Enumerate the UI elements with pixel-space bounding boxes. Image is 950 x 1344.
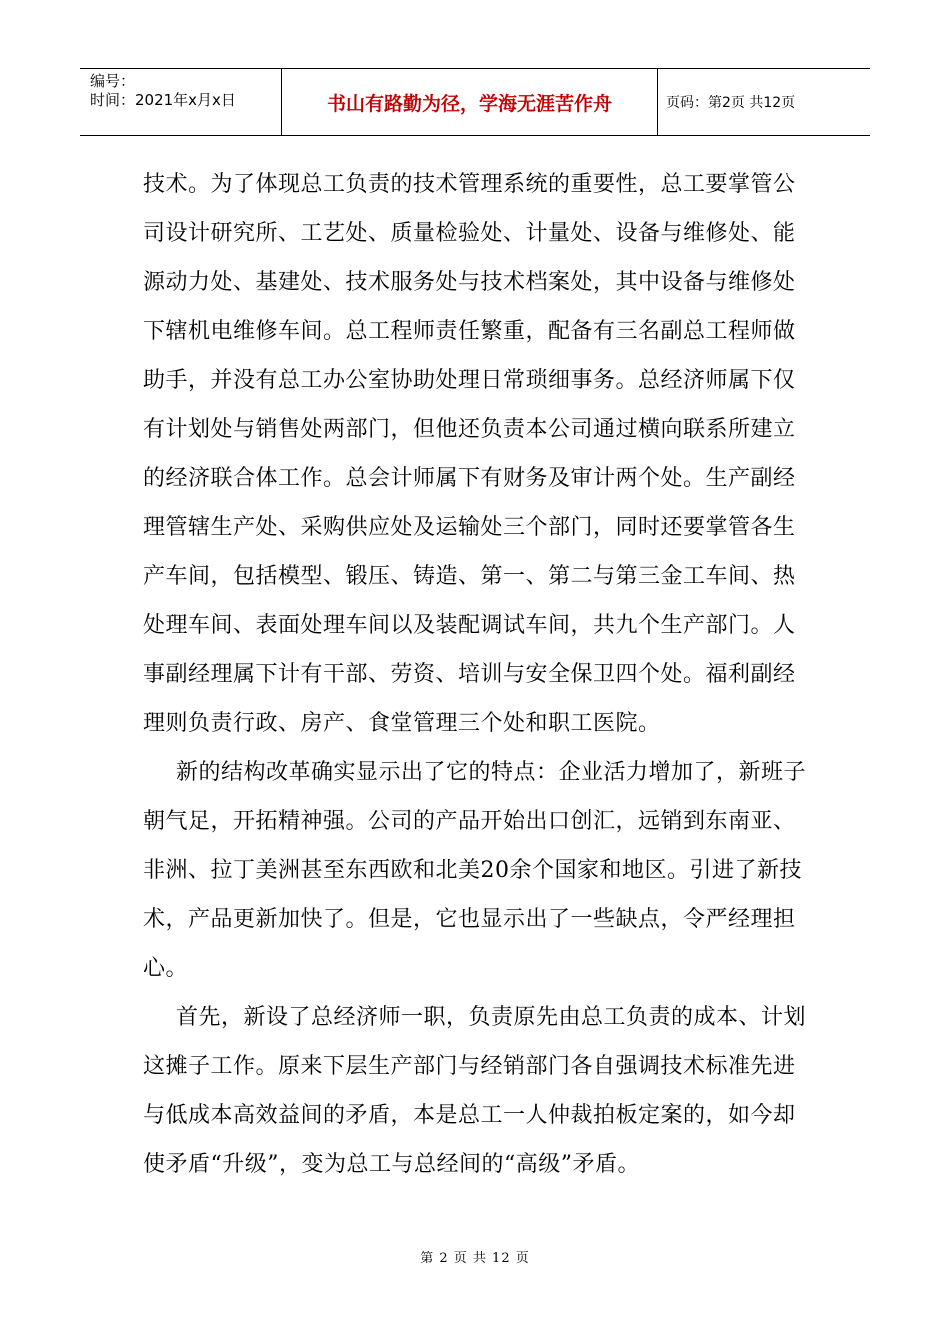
header-meta-cell xyxy=(80,69,282,135)
text-line: 处理车间、表面处理车间以及装配调试车间，共九个生产部门。人 xyxy=(143,613,796,638)
text-line: 这摊子工作。原来下层生产部门与经销部门各自强调技术标准先进 xyxy=(143,1054,796,1079)
document-header xyxy=(80,68,870,136)
text-line: 理则负责行政、房产、食堂管理三个处和职工医院。 xyxy=(143,711,661,736)
text-line: 首先，新设了总经济师一职，负责原先由总工负责的成本、计划 xyxy=(176,1005,807,1030)
text-line: 司设计研究所、工艺处、质量检验处、计量处、设备与维修处、能 xyxy=(143,221,796,246)
text-line: 助手，并没有总工办公室协助处理日常琐细事务。总经济师属下仅 xyxy=(143,368,796,393)
text-line: 朝气足，开拓精神强。公司的产品开始出口创汇，远销到东南亚、 xyxy=(143,809,796,834)
text-line: 下辖机电维修车间。总工程师责任繁重，配备有三名副总工程师做 xyxy=(143,319,796,344)
serial-number-label: 编号： xyxy=(90,72,136,90)
page-footer: 第 2 页 共 12 页 xyxy=(420,1251,530,1266)
text-line: 有计划处与销售处两部门，但他还负责本公司通过横向联系所建立 xyxy=(143,417,796,442)
text-line: 心。 xyxy=(143,956,189,981)
paragraph xyxy=(143,160,807,748)
text-line: 术，产品更新加快了。但是，它也显示出了一些缺点，令严经理担 xyxy=(143,907,796,932)
date-label: 时间：2021年x月x日 xyxy=(90,91,236,109)
paragraph xyxy=(143,748,807,993)
paragraph xyxy=(143,993,807,1189)
text-line: 理管辖生产处、采购供应处及运输处三个部门，同时还要掌管各生 xyxy=(143,515,796,540)
text-line: 非洲、拉丁美洲甚至东西欧和北美20余个国家和地区。引进了新技 xyxy=(143,858,802,883)
text-line: 产车间，包括模型、锻压、铸造、第一、第二与第三金工车间、热 xyxy=(143,564,796,589)
text-line: 的经济联合体工作。总会计师属下有财务及审计两个处。生产副经 xyxy=(143,466,796,491)
text-line: 源动力处、基建处、技术服务处与技术档案处，其中设备与维修处 xyxy=(143,270,796,295)
document-body xyxy=(143,160,807,1189)
text-line: 新的结构改革确实显示出了它的特点：企业活力增加了，新班子 xyxy=(176,760,807,785)
text-line: 使矛盾“升级”，变为总工与总经间的“高级”矛盾。 xyxy=(143,1152,640,1177)
header-page-info: 页码：第2页 共12页 xyxy=(666,95,796,111)
text-line: 技术。为了体现总工负责的技术管理系统的重要性，总工要掌管公 xyxy=(143,172,796,197)
text-line: 与低成本高效益间的矛盾，本是总工一人仲裁拍板定案的，如今却 xyxy=(143,1103,796,1128)
text-line: 事副经理属下计有干部、劳资、培训与安全保卫四个处。福利副经 xyxy=(143,662,796,687)
header-motto: 书山有路勤为径，学海无涯苦作舟 xyxy=(282,69,658,135)
